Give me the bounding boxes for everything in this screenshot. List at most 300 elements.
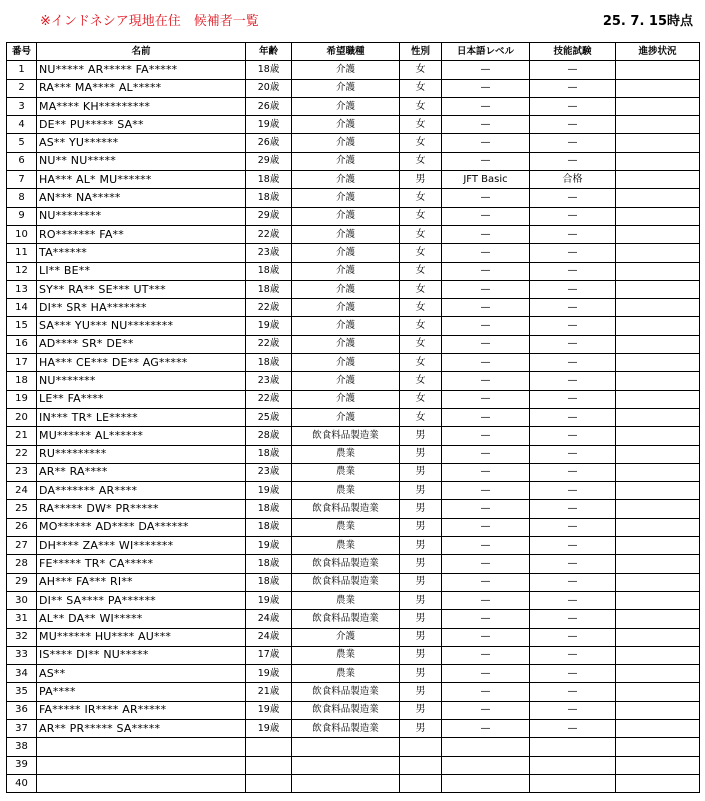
cell-name <box>37 738 246 756</box>
cell-name: AS** YU****** <box>37 134 246 152</box>
cell-desired-job: 飲食料品製造業 <box>292 610 400 628</box>
cell-number: 27 <box>7 537 37 555</box>
cell-sex: 女 <box>400 152 442 170</box>
cell-number: 32 <box>7 628 37 646</box>
table-row <box>7 774 700 792</box>
table-row <box>7 463 700 481</box>
table-row <box>7 610 700 628</box>
cell-desired-job: 飲食料品製造業 <box>292 573 400 591</box>
cell-name: MU****** AL****** <box>37 427 246 445</box>
cell-sex: 男 <box>400 573 442 591</box>
cell-age: 22歳 <box>246 390 292 408</box>
table-row <box>7 665 700 683</box>
table-row <box>7 280 700 298</box>
cell-desired-job: 介護 <box>292 97 400 115</box>
table-row <box>7 756 700 774</box>
cell-age: 18歳 <box>246 573 292 591</box>
cell-japanese-level: — <box>442 555 530 573</box>
cell-progress <box>616 427 700 445</box>
cell-age: 19歳 <box>246 537 292 555</box>
cell-japanese-level: — <box>442 610 530 628</box>
cell-japanese-level: — <box>442 207 530 225</box>
cell-desired-job: 介護 <box>292 134 400 152</box>
cell-age: 24歳 <box>246 610 292 628</box>
col-header-name: 名前 <box>37 43 246 61</box>
cell-sex: 女 <box>400 189 442 207</box>
as-of-date: 25. 7. 15時点 <box>602 14 693 29</box>
cell-progress <box>616 225 700 243</box>
cell-japanese-level: — <box>442 445 530 463</box>
cell-progress <box>616 591 700 609</box>
cell-desired-job: 介護 <box>292 372 400 390</box>
table-row <box>7 390 700 408</box>
cell-japanese-level <box>442 774 530 792</box>
cell-age: 18歳 <box>246 280 292 298</box>
cell-number: 21 <box>7 427 37 445</box>
cell-name: AN*** NA***** <box>37 189 246 207</box>
cell-desired-job: 介護 <box>292 390 400 408</box>
cell-skill-test: — <box>530 390 616 408</box>
cell-progress <box>616 116 700 134</box>
cell-japanese-level: — <box>442 299 530 317</box>
cell-japanese-level <box>442 738 530 756</box>
cell-name: RA*** MA**** AL***** <box>37 79 246 97</box>
cell-age: 22歳 <box>246 225 292 243</box>
cell-name: LI** BE** <box>37 262 246 280</box>
table-row <box>7 189 700 207</box>
cell-number: 1 <box>7 61 37 79</box>
cell-sex: 女 <box>400 207 442 225</box>
cell-skill-test: — <box>530 463 616 481</box>
cell-skill-test: 合格 <box>530 171 616 189</box>
cell-japanese-level: — <box>442 573 530 591</box>
cell-age: 24歳 <box>246 628 292 646</box>
cell-progress <box>616 152 700 170</box>
cell-name: RU********* <box>37 445 246 463</box>
cell-name: FE***** TR* CA***** <box>37 555 246 573</box>
cell-skill-test <box>530 774 616 792</box>
cell-number: 7 <box>7 171 37 189</box>
table-row <box>7 372 700 390</box>
cell-japanese-level: — <box>442 335 530 353</box>
col-header-progress: 進捗状況 <box>616 43 700 61</box>
cell-progress <box>616 719 700 737</box>
cell-progress <box>616 171 700 189</box>
col-header-desired-job: 希望職種 <box>292 43 400 61</box>
cell-progress <box>616 500 700 518</box>
cell-age: 18歳 <box>246 445 292 463</box>
cell-desired-job: 飲食料品製造業 <box>292 719 400 737</box>
cell-skill-test: — <box>530 482 616 500</box>
cell-progress <box>616 701 700 719</box>
cell-sex: 女 <box>400 390 442 408</box>
cell-desired-job: 農業 <box>292 445 400 463</box>
cell-number: 40 <box>7 774 37 792</box>
cell-sex: 男 <box>400 610 442 628</box>
cell-desired-job: 農業 <box>292 646 400 664</box>
cell-number: 6 <box>7 152 37 170</box>
cell-skill-test: — <box>530 79 616 97</box>
cell-desired-job: 農業 <box>292 537 400 555</box>
cell-progress <box>616 482 700 500</box>
cell-age: 26歳 <box>246 97 292 115</box>
cell-number: 8 <box>7 189 37 207</box>
cell-age: 17歳 <box>246 646 292 664</box>
cell-progress <box>616 738 700 756</box>
table-row <box>7 537 700 555</box>
cell-desired-job <box>292 756 400 774</box>
cell-desired-job <box>292 738 400 756</box>
cell-age: 26歳 <box>246 134 292 152</box>
cell-japanese-level: — <box>442 189 530 207</box>
col-header-japanese-level: 日本語レベル <box>442 43 530 61</box>
cell-sex: 女 <box>400 408 442 426</box>
cell-desired-job: 飲食料品製造業 <box>292 683 400 701</box>
cell-age: 21歳 <box>246 683 292 701</box>
cell-japanese-level: — <box>442 97 530 115</box>
cell-sex: 男 <box>400 427 442 445</box>
cell-japanese-level: — <box>442 61 530 79</box>
col-header-number: 番号 <box>7 43 37 61</box>
cell-name <box>37 774 246 792</box>
cell-desired-job: 農業 <box>292 591 400 609</box>
cell-age: 22歳 <box>246 299 292 317</box>
cell-number: 30 <box>7 591 37 609</box>
cell-progress <box>616 518 700 536</box>
cell-age: 18歳 <box>246 171 292 189</box>
cell-name: LE** FA**** <box>37 390 246 408</box>
cell-sex: 女 <box>400 335 442 353</box>
cell-skill-test: — <box>530 427 616 445</box>
cell-sex: 女 <box>400 280 442 298</box>
cell-age: 18歳 <box>246 555 292 573</box>
cell-japanese-level: — <box>442 500 530 518</box>
table-row <box>7 116 700 134</box>
cell-desired-job: 介護 <box>292 225 400 243</box>
cell-skill-test: — <box>530 262 616 280</box>
cell-progress <box>616 207 700 225</box>
cell-age: 19歳 <box>246 591 292 609</box>
table-row <box>7 299 700 317</box>
cell-name: DI** SR* HA******* <box>37 299 246 317</box>
cell-number: 39 <box>7 756 37 774</box>
cell-name: NU***** AR***** FA***** <box>37 61 246 79</box>
cell-skill-test: — <box>530 280 616 298</box>
cell-age: 19歳 <box>246 482 292 500</box>
cell-japanese-level: — <box>442 701 530 719</box>
cell-skill-test <box>530 738 616 756</box>
table-row <box>7 518 700 536</box>
cell-sex: 女 <box>400 61 442 79</box>
table-row <box>7 591 700 609</box>
cell-name <box>37 756 246 774</box>
cell-name: NU** NU***** <box>37 152 246 170</box>
cell-name: DA******* AR**** <box>37 482 246 500</box>
cell-number: 36 <box>7 701 37 719</box>
cell-japanese-level: — <box>442 482 530 500</box>
cell-age: 19歳 <box>246 116 292 134</box>
cell-age <box>246 756 292 774</box>
cell-number: 15 <box>7 317 37 335</box>
cell-number: 3 <box>7 97 37 115</box>
cell-sex: 男 <box>400 537 442 555</box>
table-row <box>7 427 700 445</box>
cell-japanese-level: — <box>442 244 530 262</box>
cell-age: 25歳 <box>246 408 292 426</box>
cell-japanese-level: — <box>442 134 530 152</box>
cell-desired-job: 介護 <box>292 408 400 426</box>
cell-name: IS**** DI** NU***** <box>37 646 246 664</box>
col-header-age: 年齢 <box>246 43 292 61</box>
cell-age: 19歳 <box>246 317 292 335</box>
cell-japanese-level: — <box>442 719 530 737</box>
cell-sex: 男 <box>400 518 442 536</box>
cell-name: SA*** YU*** NU******** <box>37 317 246 335</box>
cell-japanese-level: — <box>442 537 530 555</box>
cell-number: 13 <box>7 280 37 298</box>
table-row <box>7 97 700 115</box>
cell-progress <box>616 408 700 426</box>
cell-skill-test: — <box>530 537 616 555</box>
cell-japanese-level: — <box>442 317 530 335</box>
cell-skill-test: — <box>530 134 616 152</box>
cell-age: 19歳 <box>246 665 292 683</box>
table-row <box>7 171 700 189</box>
cell-desired-job <box>292 774 400 792</box>
cell-age: 18歳 <box>246 518 292 536</box>
cell-skill-test: — <box>530 372 616 390</box>
cell-sex: 女 <box>400 299 442 317</box>
cell-skill-test <box>530 756 616 774</box>
cell-number: 31 <box>7 610 37 628</box>
cell-japanese-level: — <box>442 225 530 243</box>
cell-number: 23 <box>7 463 37 481</box>
table-row <box>7 555 700 573</box>
cell-progress <box>616 317 700 335</box>
cell-age: 29歳 <box>246 207 292 225</box>
cell-sex <box>400 756 442 774</box>
cell-desired-job: 介護 <box>292 262 400 280</box>
cell-skill-test: — <box>530 207 616 225</box>
cell-japanese-level: — <box>442 152 530 170</box>
cell-number: 11 <box>7 244 37 262</box>
cell-skill-test: — <box>530 591 616 609</box>
cell-skill-test: — <box>530 445 616 463</box>
cell-number: 19 <box>7 390 37 408</box>
cell-skill-test: — <box>530 354 616 372</box>
cell-name: HA*** AL* MU****** <box>37 171 246 189</box>
cell-japanese-level: — <box>442 262 530 280</box>
cell-japanese-level: — <box>442 518 530 536</box>
cell-progress <box>616 665 700 683</box>
cell-skill-test: — <box>530 646 616 664</box>
cell-desired-job: 農業 <box>292 463 400 481</box>
cell-sex: 男 <box>400 555 442 573</box>
cell-age: 22歳 <box>246 335 292 353</box>
table-row <box>7 573 700 591</box>
cell-name: MO****** AD**** DA****** <box>37 518 246 536</box>
cell-age: 18歳 <box>246 500 292 518</box>
cell-japanese-level: — <box>442 628 530 646</box>
cell-skill-test: — <box>530 628 616 646</box>
cell-number: 24 <box>7 482 37 500</box>
cell-number: 35 <box>7 683 37 701</box>
cell-age <box>246 738 292 756</box>
cell-progress <box>616 79 700 97</box>
cell-desired-job: 介護 <box>292 280 400 298</box>
table-row <box>7 408 700 426</box>
cell-progress <box>616 390 700 408</box>
cell-skill-test: — <box>530 500 616 518</box>
cell-japanese-level: — <box>442 390 530 408</box>
cell-japanese-level: — <box>442 646 530 664</box>
cell-japanese-level: — <box>442 591 530 609</box>
cell-desired-job: 介護 <box>292 116 400 134</box>
cell-progress <box>616 244 700 262</box>
cell-age: 20歳 <box>246 79 292 97</box>
cell-sex: 男 <box>400 683 442 701</box>
cell-skill-test: — <box>530 244 616 262</box>
cell-progress <box>616 573 700 591</box>
cell-japanese-level: — <box>442 463 530 481</box>
table-row <box>7 701 700 719</box>
cell-name: FA***** IR**** AR***** <box>37 701 246 719</box>
cell-japanese-level: — <box>442 427 530 445</box>
cell-desired-job: 介護 <box>292 189 400 207</box>
cell-number: 29 <box>7 573 37 591</box>
cell-sex: 女 <box>400 372 442 390</box>
cell-name: RO******* FA** <box>37 225 246 243</box>
cell-name: DH**** ZA*** WI******* <box>37 537 246 555</box>
cell-sex: 男 <box>400 719 442 737</box>
cell-sex: 男 <box>400 628 442 646</box>
cell-skill-test: — <box>530 518 616 536</box>
cell-desired-job: 介護 <box>292 79 400 97</box>
cell-sex: 男 <box>400 646 442 664</box>
cell-name: AS** <box>37 665 246 683</box>
cell-progress <box>616 299 700 317</box>
cell-japanese-level: — <box>442 372 530 390</box>
cell-sex: 女 <box>400 317 442 335</box>
cell-desired-job: 介護 <box>292 207 400 225</box>
table-row <box>7 152 700 170</box>
cell-skill-test: — <box>530 408 616 426</box>
cell-name: MU****** HU**** AU*** <box>37 628 246 646</box>
cell-number: 26 <box>7 518 37 536</box>
cell-age: 18歳 <box>246 354 292 372</box>
cell-age: 23歳 <box>246 244 292 262</box>
cell-number: 33 <box>7 646 37 664</box>
cell-progress <box>616 463 700 481</box>
table-row <box>7 628 700 646</box>
cell-skill-test: — <box>530 683 616 701</box>
cell-sex: 男 <box>400 482 442 500</box>
cell-number: 17 <box>7 354 37 372</box>
cell-progress <box>616 683 700 701</box>
cell-skill-test: — <box>530 61 616 79</box>
cell-number: 38 <box>7 738 37 756</box>
candidate-table <box>6 42 700 793</box>
cell-name: PA**** <box>37 683 246 701</box>
col-header-sex: 性別 <box>400 43 442 61</box>
cell-age: 18歳 <box>246 61 292 79</box>
cell-name: RA***** DW* PR***** <box>37 500 246 518</box>
cell-sex: 女 <box>400 244 442 262</box>
cell-name: NU******** <box>37 207 246 225</box>
table-row <box>7 738 700 756</box>
cell-desired-job: 農業 <box>292 482 400 500</box>
cell-skill-test: — <box>530 299 616 317</box>
sheet-title: ※インドネシア現地在住 候補者一覧 <box>40 14 259 29</box>
cell-age: 23歳 <box>246 463 292 481</box>
cell-number: 16 <box>7 335 37 353</box>
cell-desired-job: 介護 <box>292 244 400 262</box>
cell-sex: 男 <box>400 701 442 719</box>
table-row <box>7 79 700 97</box>
cell-sex: 女 <box>400 262 442 280</box>
cell-number: 9 <box>7 207 37 225</box>
cell-skill-test: — <box>530 555 616 573</box>
cell-progress <box>616 97 700 115</box>
cell-name: TA****** <box>37 244 246 262</box>
cell-desired-job: 介護 <box>292 171 400 189</box>
cell-japanese-level: — <box>442 354 530 372</box>
cell-age: 28歳 <box>246 427 292 445</box>
cell-number: 18 <box>7 372 37 390</box>
cell-japanese-level: — <box>442 79 530 97</box>
cell-age: 19歳 <box>246 719 292 737</box>
cell-number: 34 <box>7 665 37 683</box>
cell-number: 20 <box>7 408 37 426</box>
cell-sex: 女 <box>400 134 442 152</box>
cell-name: AR** PR***** SA***** <box>37 719 246 737</box>
table-row <box>7 335 700 353</box>
cell-sex: 男 <box>400 665 442 683</box>
cell-desired-job: 飲食料品製造業 <box>292 701 400 719</box>
cell-name: NU******* <box>37 372 246 390</box>
table-row <box>7 719 700 737</box>
table-row <box>7 482 700 500</box>
cell-name: MA**** KH********* <box>37 97 246 115</box>
cell-age: 19歳 <box>246 701 292 719</box>
cell-progress <box>616 372 700 390</box>
cell-sex: 女 <box>400 116 442 134</box>
cell-skill-test: — <box>530 152 616 170</box>
cell-desired-job: 介護 <box>292 628 400 646</box>
table-row <box>7 262 700 280</box>
cell-progress <box>616 335 700 353</box>
cell-progress <box>616 280 700 298</box>
cell-sex: 男 <box>400 591 442 609</box>
cell-skill-test: — <box>530 116 616 134</box>
cell-progress <box>616 134 700 152</box>
cell-skill-test: — <box>530 719 616 737</box>
cell-skill-test: — <box>530 225 616 243</box>
table-row <box>7 317 700 335</box>
cell-progress <box>616 555 700 573</box>
cell-japanese-level: — <box>442 683 530 701</box>
table-row <box>7 646 700 664</box>
cell-progress <box>616 610 700 628</box>
cell-number: 37 <box>7 719 37 737</box>
cell-name: IN*** TR* LE***** <box>37 408 246 426</box>
cell-japanese-level: — <box>442 408 530 426</box>
cell-desired-job: 介護 <box>292 299 400 317</box>
cell-number: 25 <box>7 500 37 518</box>
cell-name: AL** DA** WI***** <box>37 610 246 628</box>
cell-number: 12 <box>7 262 37 280</box>
table-row <box>7 683 700 701</box>
